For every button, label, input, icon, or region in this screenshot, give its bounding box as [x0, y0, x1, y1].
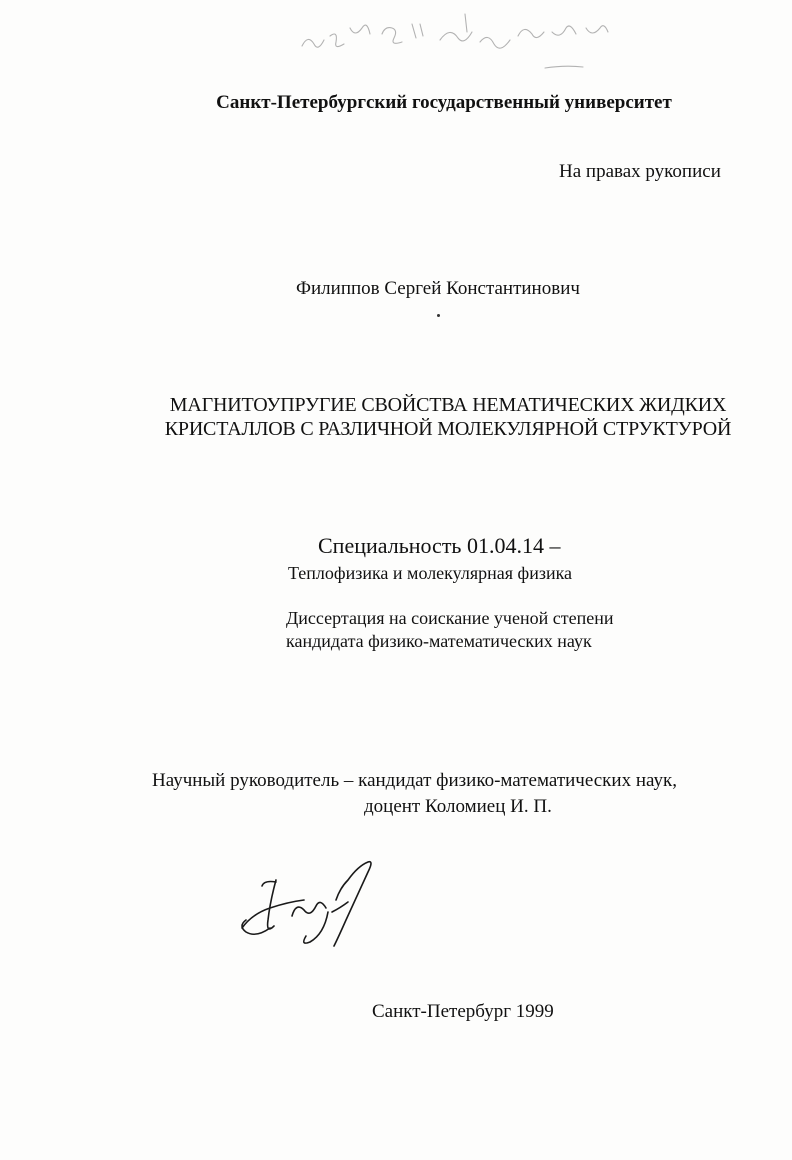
advisor-line-2: доцент Коломиец И. П.	[364, 796, 552, 817]
specialty-field: Теплофизика и молекулярная физика	[288, 563, 573, 583]
ink-speck	[437, 314, 440, 317]
city-year: Санкт-Петербург 1999	[372, 1001, 554, 1022]
thesis-title-line-1: МАГНИТОУПРУГИЕ СВОЙСТВА НЕМАТИЧЕСКИХ ЖИДКИХ	[169, 394, 727, 416]
archive-stamp-icon	[290, 6, 630, 76]
degree-statement-line-1: Диссертация на соискание ученой степени	[286, 608, 614, 628]
manuscript-note: На правах рукописи	[559, 161, 721, 182]
university-name: Санкт-Петербургский государственный университет	[216, 92, 672, 113]
handwritten-signature-icon	[232, 850, 382, 955]
specialty-code: Специальность 01.04.14 –	[318, 533, 561, 558]
thesis-title-line-2: КРИСТАЛЛОВ С РАЗЛИЧНОЙ МОЛЕКУЛЯРНОЙ СТРУКТУРОЙ	[164, 418, 732, 440]
degree-statement-line-2: кандидата физико-математических наук	[286, 631, 592, 651]
author-name: Филиппов Сергей Константинович	[296, 278, 580, 299]
advisor-line-1: Научный руководитель – кандидат физико-математических наук,	[152, 770, 677, 791]
